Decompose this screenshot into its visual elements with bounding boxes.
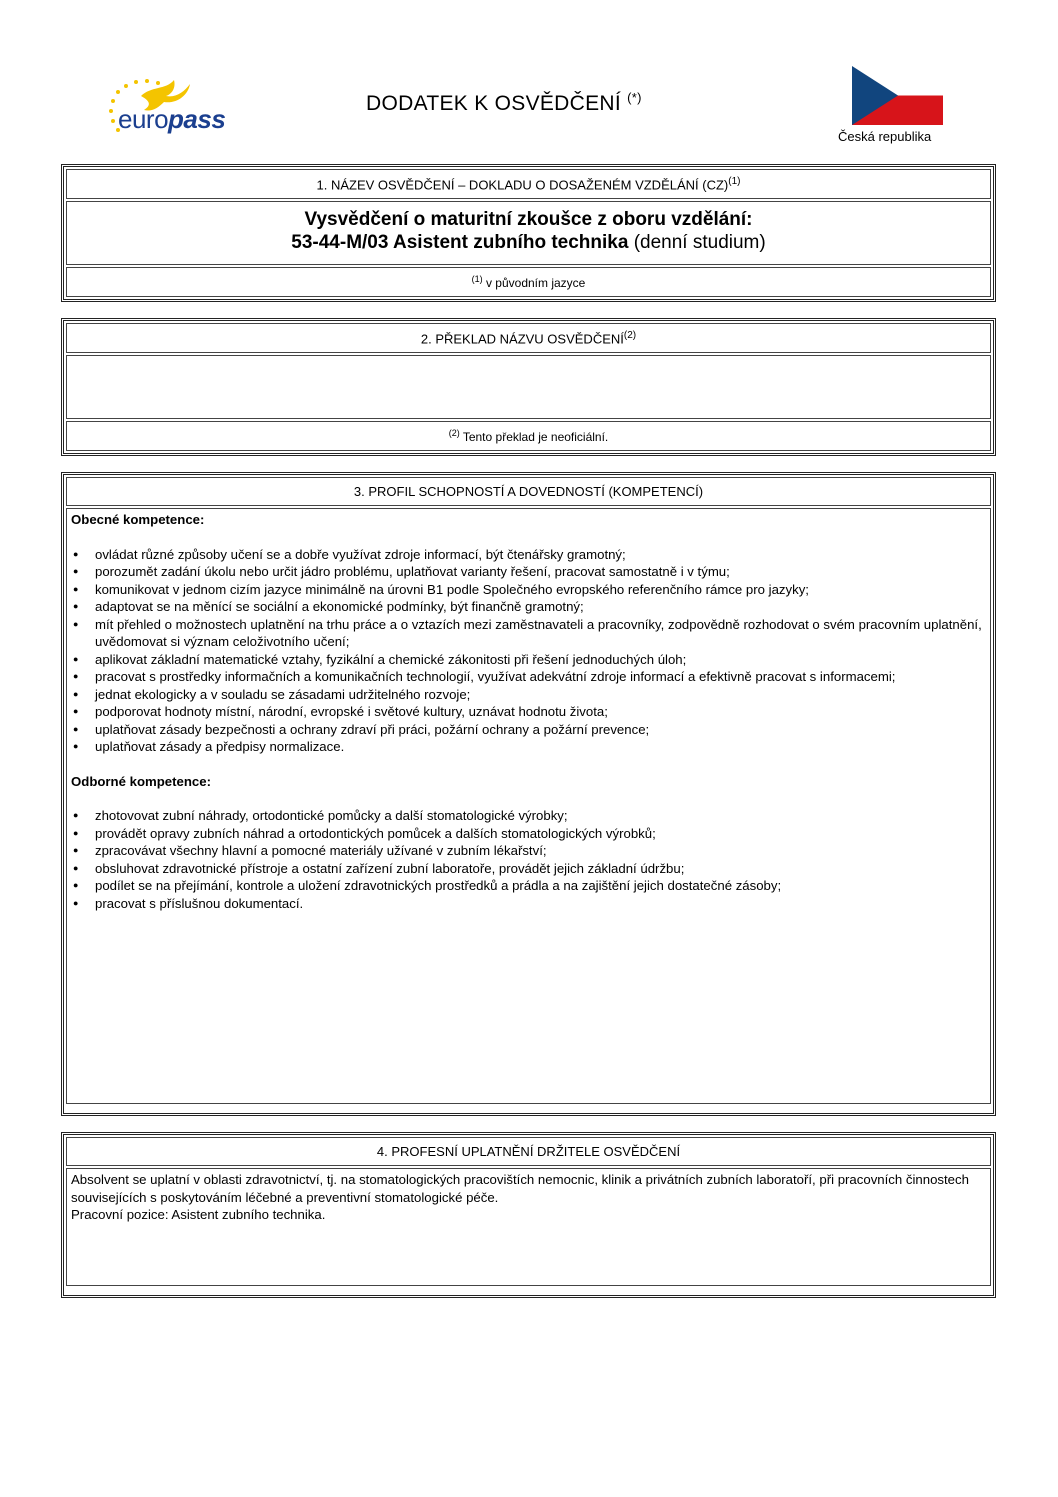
list-item: ● uplatňovat zásady bezpečnosti a ochrany zdraví při práci, požární ochrany a požární prevence; [71,721,986,739]
job-position-text: Pracovní pozice: Asistent zubního technika. [71,1207,326,1222]
list-item: ● zpracovávat všechny hlavní a pomocné materiály užívané v zubním lékařství; [71,842,986,860]
list-item: ● uplatňovat zásady a předpisy normalizace. [71,738,986,756]
section1-heading: 1. NÁZEV OSVĚDČENÍ – DOKLADU O DOSAŽENÉM VZDĚLÁNÍ (CZ)$^{(1)}$ [66,169,991,199]
professional-competences-list [71,807,986,912]
competences-content [66,508,991,1104]
section1-footnote: $^{(1)}$ v původním jazyce [66,267,991,297]
page-title: DODATEK K OSVĚDČENÍ (*) [366,90,642,115]
section-translation [61,318,996,456]
list-item: ● obsluhovat zdravotnické přístroje a ostatní zařízení zubní laboratoře, provádět jejich základní údržbu; [71,860,986,878]
list-item: ● ovládat různé způsoby učení se a dobře využívat zdroje informací, být čtenářsky gramotný; [71,546,986,564]
europass-logo [96,66,236,140]
list-item: ● aplikovat základní matematické vztahy, fyzikální a chemické zákonitosti při řešení jednoduchých úloh; [71,651,986,669]
czech-flag-icon [852,66,943,125]
certificate-title: Vysvědčení o maturitní zkoušce z oboru vzdělání: 53-44-M/03 Asistent zubního technika (denní studium) [66,201,991,265]
list-item: ● komunikovat v jednom cizím jazyce minimálně na úrovni B1 podle Společného evropského referenčního rámce pro jazyky; [71,581,986,599]
list-item: ● adaptovat se na měnící se sociální a ekonomické podmínky, být finančně gramotný; [71,598,986,616]
list-item: ● jednat ekologicky a v souladu se zásadami udržitelného rozvoje; [71,686,986,704]
list-item: ● podporovat hodnoty místní, národní, evropské i světové kultury, uznávat hodnotu života; [71,703,986,721]
europass-wordmark: europass [118,104,226,134]
professional-use-content [66,1168,991,1286]
section-professional-use [61,1132,996,1298]
general-competences-label: Obecné kompetence: [71,512,205,527]
professional-competences-label: Odborné kompetence: [71,773,211,789]
list-item: ● mít přehled o možnostech uplatnění na trhu práce a o vztazích mezi zaměstnavateli a pracovníky, zodpovědně rozhodovat o svém pracovním uplatnění, uvědomovat si význam celoživotního učení; [71,616,986,651]
general-competences-list [71,546,986,756]
list-item: ● porozumět zadání úkolu nebo určit jádro problému, uplatňovat varianty řešení, pracovat samostatně i v týmu; [71,563,986,581]
translation-field [66,355,991,419]
list-item: ● provádět opravy zubních náhrad a ortodontických pomůcek a dalších stomatologických výrobků; [71,825,986,843]
country-label: Česká republika [838,129,932,144]
section3-heading: 3. PROFIL SCHOPNOSTÍ A DOVEDNOSTÍ (KOMPETENCÍ) [66,477,991,506]
professional-use-text: Absolvent se uplatní v oblasti zdravotnictví, tj. na stomatologických pracovištích nemocnic, klinik a privátních zubních laboratoří, při pracovních činnostech souvisejících s poskytováním léčebné a preventivní stomatologické péče. [71,1172,969,1205]
section4-heading: 4. PROFESNÍ UPLATNĚNÍ DRŽITELE OSVĚDČENÍ [66,1137,991,1166]
list-item: ● pracovat s prostředky informačních a komunikačních technologií, využívat adekvátní zdroje informací a efektivně pracovat s informacemi; [71,668,986,686]
list-item: ● pracovat s příslušnou dokumentací. [71,895,986,913]
section2-footnote: $^{(2)}$ Tento překlad je neoficiální. [66,421,991,451]
list-item: ● zhotovovat zubní náhrady, ortodontické pomůcky a další stomatologické výrobky; [71,807,986,825]
section-certificate-name [61,164,996,302]
section-competences [61,472,996,1116]
section2-heading: 2. PŘEKLAD NÁZVU OSVĚDČENÍ$^{(2)}$ [66,323,991,353]
list-item: ● podílet se na přejímání, kontrole a uložení zdravotnických prostředků a prádla a na zajištění jejich dostatečné zásoby; [71,877,986,895]
